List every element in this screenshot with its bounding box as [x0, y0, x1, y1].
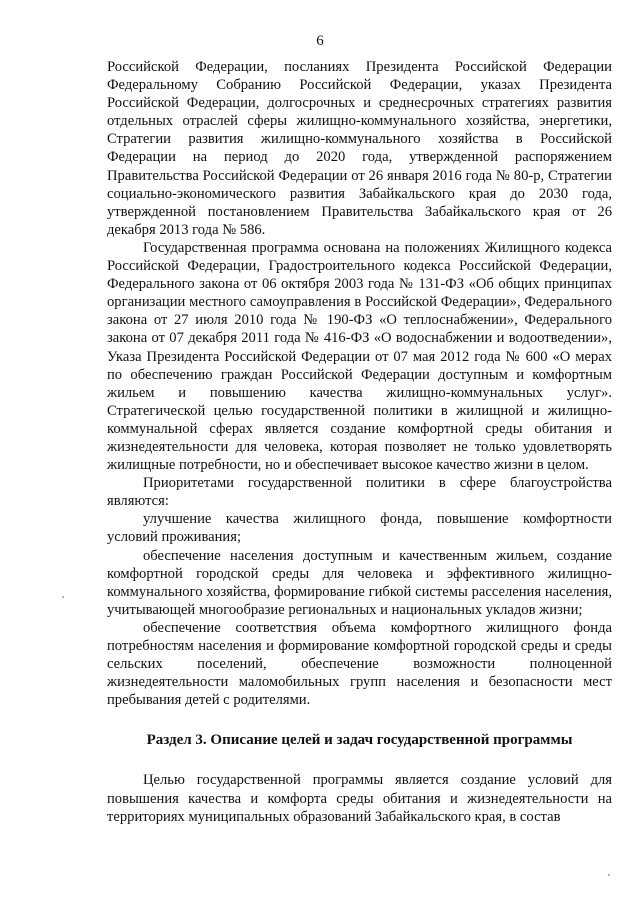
paragraph-legal-basis: Государственная программа основана на положениях Жилищного кодекса Российской Федерации, Градостроительного кодекса Российской Федерации, Федерального закона от 06 октября 2003 года № 131-ФЗ «Об общих принципах организации местного самоуправления в Российской Федерации», Федерального закона от 27 июля 2010 года № 190-ФЗ «О теплоснабжении», Федерального закона от 07 декабря 2011 года № 416-ФЗ «О водоснабжении и водоотведении», Указа Президента Российской Федерации от 07 мая 2012 года № 600 «О мерах по обеспечению граждан Российской Федерации доступным и комфортным жильем и повышению качества жилищно-коммунальных услуг». Стратегической целью государственной политики в жилищной и жилищно-коммунальной сферах является создание комфортной среды обитания и жизнедеятельности для человека, которая позволяет не только удовлетворять жилищные потребности, но и обеспечивает высокое качество жизни в целом.: [107, 239, 612, 474]
priority-item-housing-quality: улучшение качества жилищного фонда, повышение комфортности условий проживания;: [107, 511, 612, 546]
scan-speck: [62, 596, 64, 598]
paragraph-program-goal: Целью государственной программы является создание условий для повышения качества и комфорта среды обитания и жизнедеятельности на территориях муниципальных образований Забайкальского края, в состав: [107, 772, 612, 825]
paragraph-continuation: Российской Федерации, посланиях Президента Российской Федерации Федеральному Собранию Российской Федерации, указах Президента Российской Федерации, долгосрочных и среднесрочных стратегиях развития отдельных отраслей сферы жилищно-коммунального хозяйства, энергетики, Стратегии развития жилищно-коммунального хозяйства в Российской Федерации на период до 2020 года, утвержденной распоряжением Правительства Российской Федерации от 26 января 2016 года № 80-р, Стратегии социально-экономического развития Забайкальского края до 2030 года, утвержденной постановлением Правительства Забайкальского края от 26 декабря 2013 года № 586.: [107, 59, 612, 238]
section-heading: Раздел 3. Описание целей и задач государственной программы: [146, 732, 573, 749]
paragraph-priorities-intro: Приоритетами государственной политики в сфере благоустройства являются:: [107, 475, 612, 510]
scan-speck: [608, 874, 610, 876]
priority-item-affordable-housing: обеспечение населения доступным и качественным жильем, создание комфортной городской среды для человека и эффективного жилищно-коммунального хозяйства, формирование гибкой системы расселения населения, учитывающей многообразие региональных и национальных укладов жизни;: [107, 547, 612, 618]
body-text: [107, 58, 612, 826]
page-number: 6: [316, 33, 324, 49]
priority-item-housing-stock: обеспечение соответствия объема комфортного жилищного фонда потребностям населения и формирование комфортной городской среды и среды сельских поселений, обеспечение возможности полноценной жизнедеятельности маломобильных групп населения и безопасности мест пребывания детей с родителями.: [107, 619, 612, 709]
